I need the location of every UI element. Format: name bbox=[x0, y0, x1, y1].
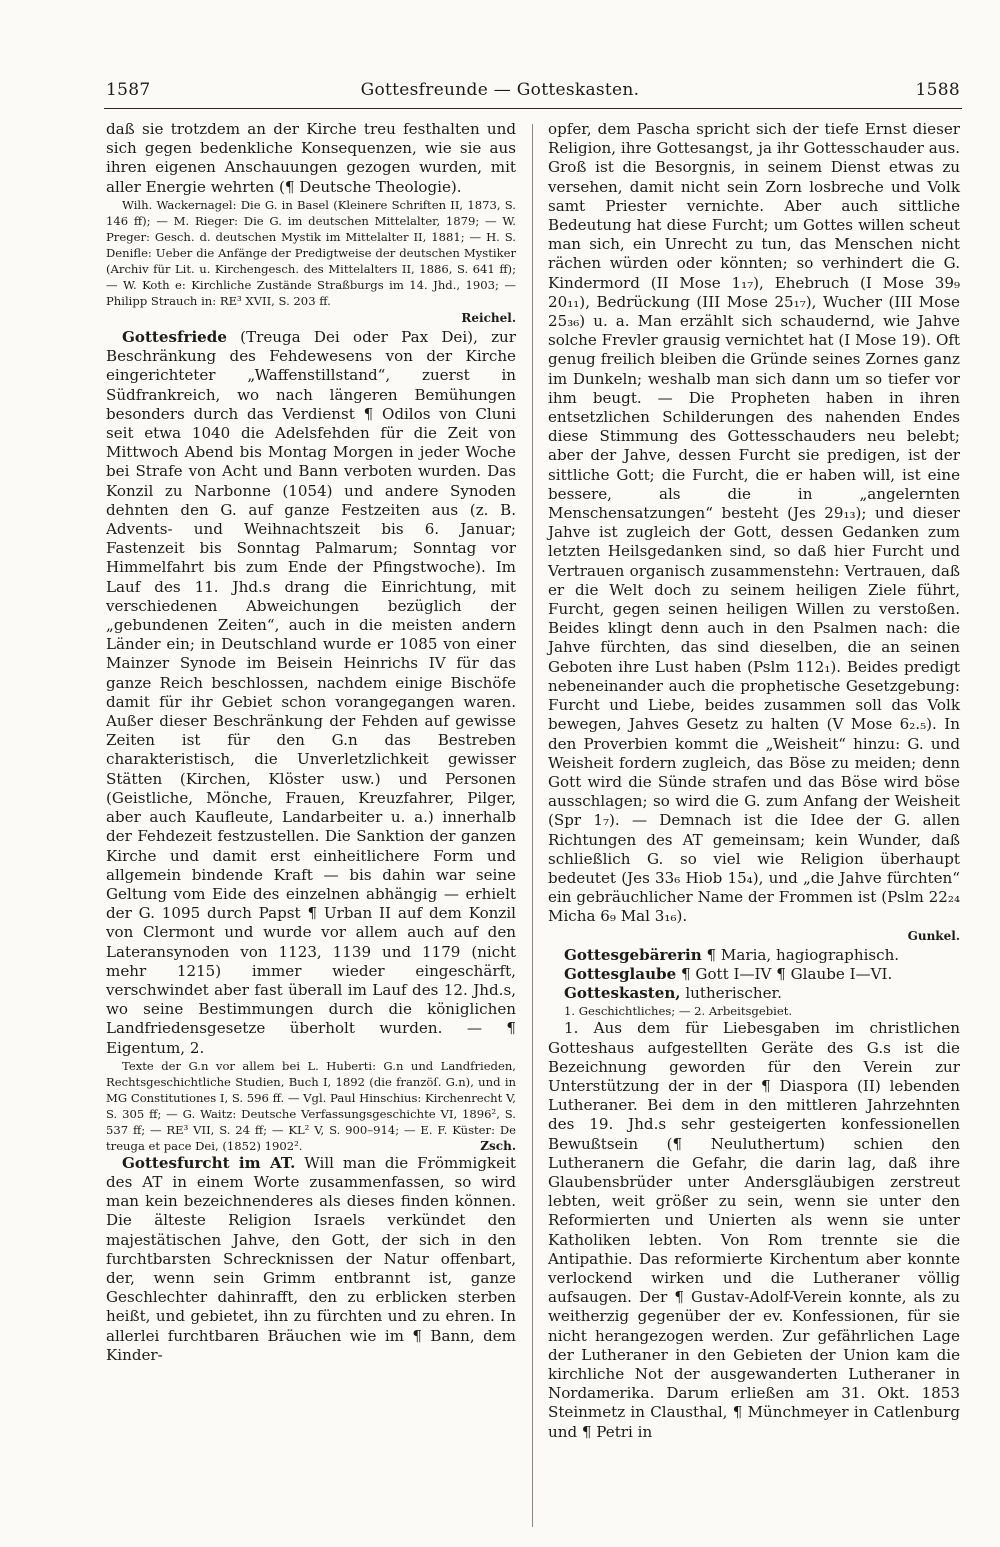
entry-body: ¶ Gott I—IV ¶ Glaube I—VI. bbox=[676, 964, 893, 983]
entry-headword: Gottesfriede bbox=[122, 328, 227, 347]
author-signature: Reichel. bbox=[461, 310, 516, 325]
column-number-left: 1587 bbox=[106, 80, 151, 100]
entry-headword: Gottesglaube bbox=[564, 964, 677, 983]
entry-gotteskasten-body: 1. Aus dem für Liebesgaben im christlichen Gotteshaus aufgestellten Geräte des G.s ist die Bezeichnung geworden für den Verein zur Unterstützung der in der ¶ Diaspora (II) lebenden Lutheraner. Bei dem in den mittleren Jahrzehnten des 19. Jhd.s sehr gesteigerten konfessionellen Bewußtsein (¶ Neuluthertum) schien den Lutheranern die Gefahr, die darin lag, daß ihre Glaubensbrüder unter Andersgläubigen zerstreut lebten, weit größer zu sein, wenn sie unter den Reformierten und Unierten als wenn sie unter Katholiken lebten. Von Rom trennte sie die Antipathie. Das reformierte Kirchentum aber konnte verlockend wirken und die Lutheraner völlig aufsaugen. Der ¶ Gustav-Adolf-Verein konnte, als zu weitherzig gegenüber der ev. Konfessionen, für sie nicht herangezogen werden. Zur gefährlichen Lage der Lutheraner in den Gebieten der Union kam die kirchliche Not der ausgewanderten Lutheraner in Nordamerika. Darum erließen am 31. Okt. 1853 Steinmetz in Clausthal, ¶ Münchmeyer in Catlenburg und ¶ Petri in bbox=[548, 1019, 960, 1441]
literature-gottesfriede bbox=[106, 1058, 516, 1154]
entry-outline: 1. Geschichtliches; — 2. Arbeitsgebiet. bbox=[564, 1004, 793, 1019]
entry-gottesgebaererin bbox=[548, 946, 960, 965]
literature-gottesfreunde: Wilh. Wackernagel: Die G. in Basel (Kleinere Schriften II, 1873, S. 146 ff); — M. Rieger: Die G. im deutschen Mittelalter, 1879; — W. Preger: Gesch. d. deutschen Mystik im Mittelalter II, 1881; — H. S. Denifle: Ueber die Anfänge der Predigtweise der deutschen Mystiker (Archiv für Lit. u. Kirchengesch. des Mittelalters II, 1886, S. 641 ff); — W. Koth e: Kirchliche Zustände Straßburgs im 14. Jhd., 1903; — Philipp Strauch in: RE³ XVII, S. 203 ff. bbox=[106, 197, 516, 308]
left-column bbox=[106, 120, 516, 1365]
entry-headword: Gottesfurcht im AT. bbox=[122, 1153, 296, 1172]
paragraph-continuation: opfer, dem Pascha spricht sich der tiefe Ernst dieser Religion, ihre Gottesangst, ja ihr Gottesschauder aus. Groß ist die Besorgnis, in seinem Dienst etwas zu versehen, damit nicht sein Zorn losbreche und Volk samt Priester vernichte. Aber auch sittliche Bedeutung hat diese Furcht; um Gottes willen scheut man sich, ein Unrecht zu tun, das Menschen nicht rächen würden oder könnten; so verhindert die G. Kindermord (II Mose 1₁₇), Ehebruch (I Mose 39₉ 20₁₁), Bedrückung (III Mose 25₁₇), Wucher (III Mose 25₃₆) u. a. Man erzählt sich schaudernd, wie Jahve solche Frevler grausig vernichtet hat (I Mose 19). Oft genug freilich bleiben die Gründe seines Zornes ganz im Dunkeln; weshalb man sich dann um so tiefer vor ihm beugt. — Die Propheten haben in ihren entsetzlichen Schilderungen des nahenden Endes diese Stimmung des Gottesschauders neu belebt; aber der Jahve, dessen Furcht sie predigen, ist der sittliche Gott; die Furcht, die er haben will, ist eine bessere, als die in „angelernten Menschensatzungen“ besteht (Jes 29₁₃); und dieser Jahve ist zugleich der Gott, dessen Gedanken zum letzten Heilsgedanken sind, so daß hier Furcht und Vertrauen organisch zusammenstehn: Vertrauen, daß er die Welt doch zu seinem heiligen Ziele führt, Furcht, gegen seinen heiligen Willen zu verstoßen. Beides klingt denn auch in den Psalmen nach: die Jahve fürchten, das sind dieselben, die an seinen Geboten ihre Lust haben (Pslm 112₁). Beides predigt nebeneinander auch die prophetische Gesetzgebung: Furcht und Liebe, beides zusammen soll das Volk bewegen, Jahves Gesetz zu halten (V Mose 6₂.₅). In den Proverbien kommt die „Weisheit“ hinzu: G. und Weisheit fordern zugleich, das Böse zu meiden; denn Gott wird die Sünde strafen und das Böse wird böse ausschlagen; so wird die G. zum Anfang der Weisheit (Spr 1₇). — Demnach ist die Idee der G. allen Richtungen des AT gemeinsam; kein Wunder, daß schließlich G. so viel wie Religion überhaupt bedeutet (Jes 33₆ Hiob 15₄), und „die Jahve fürchten“ ein gebräuchlicher Name der Frommen ist (Pslm 22₂₄ Micha 6₉ Mal 3₁₆). bbox=[548, 120, 960, 926]
header-rule bbox=[104, 108, 962, 109]
entry-headword: Gotteskasten, bbox=[564, 984, 681, 1003]
entry-body: Will man die Frömmigkeit des AT in einem Worte zusammenfassen, so wird man kein bezeichnenderes als dieses finden können. Die älteste Religion Israels verkündet den majestätischen Jahve, den Gott, der sich in den furchtbarsten Schrecknissen der Natur offenbart, der, wenn sein Grimm entbrannt ist, ganze Geschlechter dahinrafft, den zu erblicken sterben heißt, und gebietet, ihn zu fürchten und zu ehren. In allerlei furchtbaren Bräuchen wie im ¶ Bann, dem Kinder- bbox=[106, 1153, 516, 1364]
right-column bbox=[548, 120, 960, 1442]
author-signature: Gunkel. bbox=[907, 928, 960, 943]
running-title: Gottesfreunde — Gotteskasten. bbox=[360, 80, 640, 100]
column-divider bbox=[532, 124, 533, 1527]
entry-gottesglaube bbox=[548, 965, 960, 984]
entry-body: ¶ Maria, hagiographisch. bbox=[701, 945, 900, 964]
column-number-right: 1588 bbox=[915, 80, 960, 100]
author-signature: Zsch. bbox=[480, 1138, 516, 1153]
paragraph-continuation: daß sie trotzdem an der Kirche treu festhalten und sich gegen bedenkliche Konsequenzen, wie sie aus ihren eigenen Anschauungen gezogen wurden, mit aller Energie wehrten (¶ Deutsche Theologie). bbox=[106, 120, 516, 196]
entry-body: lutherischer. bbox=[680, 984, 782, 1003]
entry-gottesfriede bbox=[106, 328, 516, 1058]
entry-headword: Gottesgebärerin bbox=[564, 945, 702, 964]
entry-gotteskasten bbox=[548, 984, 960, 1003]
literature-text: Texte der G.n vor allem bei L. Huberti: G.n und Landfrieden, Rechtsgeschichtliche Studien, Buch I, 1892 (die franzöſ. G.n), und in MG Constitutiones I, S. 596 ff. — Vgl. Paul Hinschius: Kirchenrecht V, S. 305 ff; — G. Waitz: Deutsche Verfassungsgeschichte VI, 1896², S. 537 ff; — RE³ VII, S. 24 ff; — KL² V, S. 900–914; — E. F. Küster: De treuga et pace Dei, (1852) 1902². bbox=[106, 1058, 516, 1153]
entry-body: (Treuga Dei oder Pax Dei), zur Beschränkung des Fehdewesens von der Kirche eingerichteter „Waffenstillstand“, zuerst in Südfrankreich, wo nach längeren Bemühungen besonders durch das Verdienst ¶ Odilos von Cluni seit etwa 1040 die Adelsfehden für die Zeit von Mittwoch Abend bis Montag Morgen in jeder Woche bei Strafe von Acht und Bann verboten wurden. Das Konzil zu Narbonne (1054) und andere Synoden dehnten den G. auf ganze Festzeiten aus (z. B. Advents- und Weihnachtszeit bis 6. Januar; Fastenzeit bis Sonntag Palmarum; Sonntag vor Himmelfahrt bis zum Ende der Pfingstwoche). Im Lauf des 11. Jhd.s drang die Einrichtung, mit verschiedenen Abweichungen bezüglich der „gebundenen Zeiten“, auch in die meisten andern Länder ein; in Deutschland wurde er 1085 von einer Mainzer Synode im Beisein Heinrichs IV für das ganze Reich beschlossen, nachdem einige Bischöfe damit für ihr Gebiet schon vorangegangen waren. Außer dieser Beschränkung der Fehden auf gewisse Zeiten ist für den G.n das Bestreben charakteristisch, die Unverletzlichkeit gewisser Stätten (Kirchen, Klöster usw.) und Personen (Geistliche, Mönche, Frauen, Kreuzfahrer, Pilger, aber auch Kaufleute, Landarbeiter u. a.) innerhalb der Fehdezeit festzustellen. Die Sanktion der ganzen Kirche und damit erst einheitlichere Form und allgemein bindende Kraft — bis dahin war seine Geltung vom Eide des einzelnen abhängig — erhielt der G. 1095 durch Papst ¶ Urban II auf dem Konzil von Clermont und wurde vor allem auch auf den Lateransynoden von 1123, 1139 und 1179 (nicht mehr 1215) immer wieder eingeschärft, verschwindet aber fast überall im Lauf des 12. Jhd.s, wo seine Bestimmungen durch die königlichen Landfriedensgesetze überholt wurden. — ¶ Eigentum, 2. bbox=[106, 328, 516, 1057]
entry-gottesfurcht bbox=[106, 1154, 516, 1365]
